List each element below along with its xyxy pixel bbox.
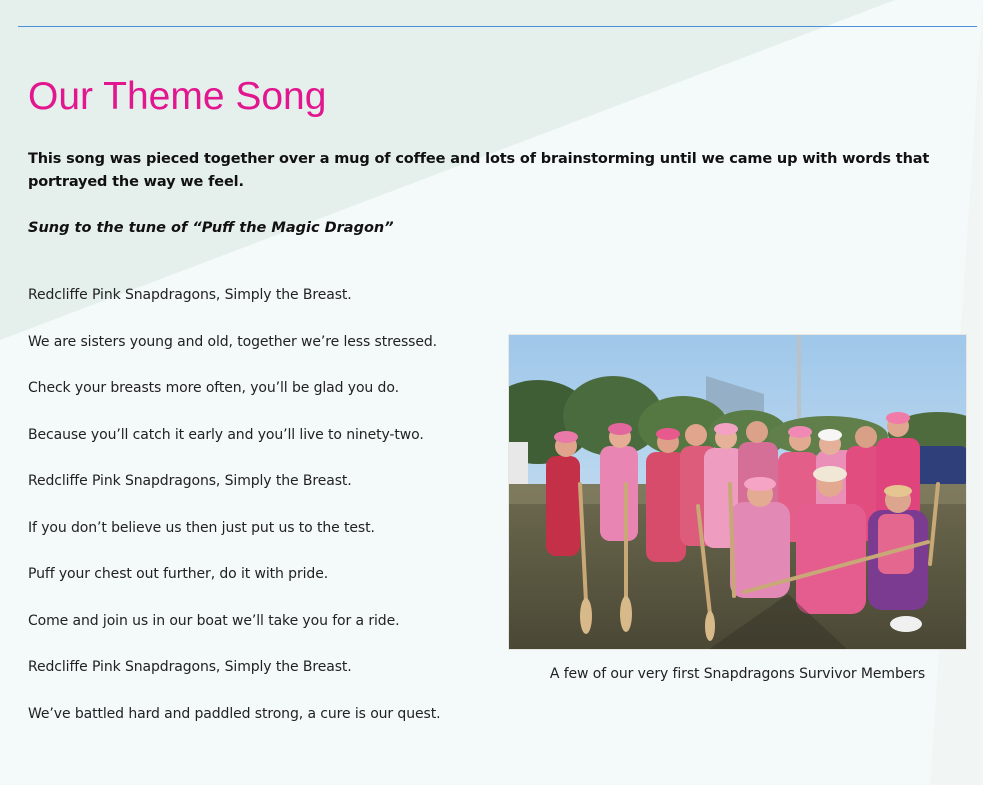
tune-note: Sung to the tune of “Puff the Magic Dragon” [28,220,394,236]
page-title: Our Theme Song [28,75,327,118]
lyric-line: If you don’t believe us then just put us to the test. [28,519,375,536]
lyric-line: Check your breasts more often, you’ll be glad you do. [28,380,399,396]
lyric-line: Redcliffe Pink Snapdragons, Simply the Breast. [28,287,352,303]
header-divider [18,26,977,27]
lyric-line: We are sisters young and old, together we’re less stressed. [28,333,438,350]
intro-paragraph: This song was pieced together over a mug of coffee and lots of brainstorming until we came up with words that portrayed the way we feel. [28,151,930,190]
lyric-line: Because you’ll catch it early and you’ll live to ninety-two. [28,426,424,443]
lyric-line: Redcliffe Pink Snapdragons, Simply the Breast. [28,473,352,489]
lyric-line: Puff your chest out further, do it with pride. [28,566,329,582]
lyric-line: Come and join us in our boat we’ll take you for a ride. [28,612,400,629]
group-photo-illustration [508,334,967,650]
lyrics-list [28,284,440,749]
group-photo [508,334,967,650]
lyric-line: Redcliffe Pink Snapdragons, Simply the Breast. [28,659,352,675]
photo-caption: A few of our very first Snapdragons Survivor Members [549,666,926,682]
lyric-line: We’ve battled hard and paddled strong, a cure is our quest. [28,705,441,722]
